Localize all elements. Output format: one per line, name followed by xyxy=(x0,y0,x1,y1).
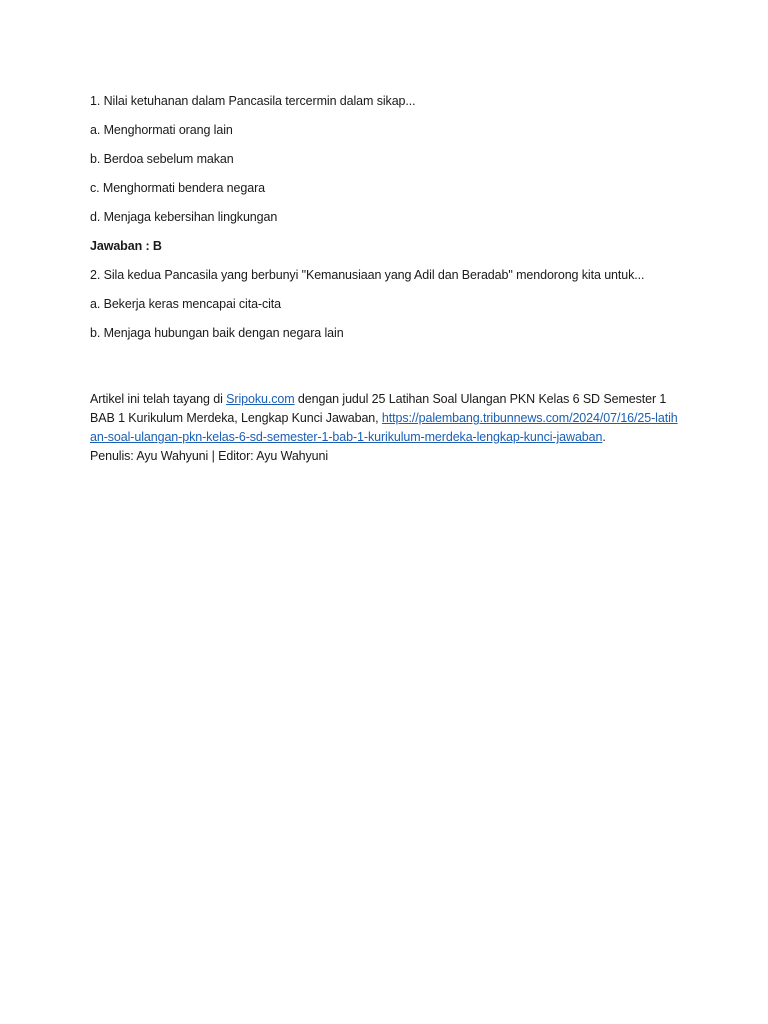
article-url-link[interactable]: https://palembang.tribunnews.com/2024/07/16/25-latihan-soal-ulangan-pkn-kelas-6-sd-semester-1-bab-1-kurikulum-merdeka-lengkap-kunci-jawaban xyxy=(90,411,678,444)
sripoku-link[interactable]: Sripoku.com xyxy=(226,392,295,406)
question-2-option-a: a. Bekerja keras mencapai cita-cita xyxy=(90,297,282,311)
author-credits: Penulis: Ayu Wahyuni | Editor: Ayu Wahyuni xyxy=(90,449,329,463)
question-1-option-a: a. Menghormati orang lain xyxy=(90,123,233,137)
attribution-prefix: Artikel ini telah tayang di xyxy=(90,392,227,406)
question-1-option-c: c. Menghormati bendera negara xyxy=(90,181,265,195)
question-2-text: 2. Sila kedua Pancasila yang berbunyi "Kemanusiaan yang Adil dan Beradab" mendorong kita untuk... xyxy=(90,268,645,282)
document-body xyxy=(90,92,682,466)
attribution-suffix: . xyxy=(602,430,606,444)
question-1-text: 1. Nilai ketuhanan dalam Pancasila tercermin dalam sikap... xyxy=(90,94,416,108)
article-attribution xyxy=(90,390,682,466)
question-1-option-d: d. Menjaga kebersihan lingkungan xyxy=(90,210,278,224)
question-2-option-b: b. Menjaga hubungan baik dengan negara lain xyxy=(90,326,344,340)
section-spacer xyxy=(90,353,682,390)
attribution-title: dengan judul 25 Latihan Soal Ulangan PKN Kelas 6 SD Semester 1 BAB 1 Kurikulum Merdeka, Lengkap Kunci Jawaban, xyxy=(90,392,667,425)
question-1-answer: Jawaban : B xyxy=(90,239,162,253)
question-1-option-b: b. Berdoa sebelum makan xyxy=(90,152,234,166)
